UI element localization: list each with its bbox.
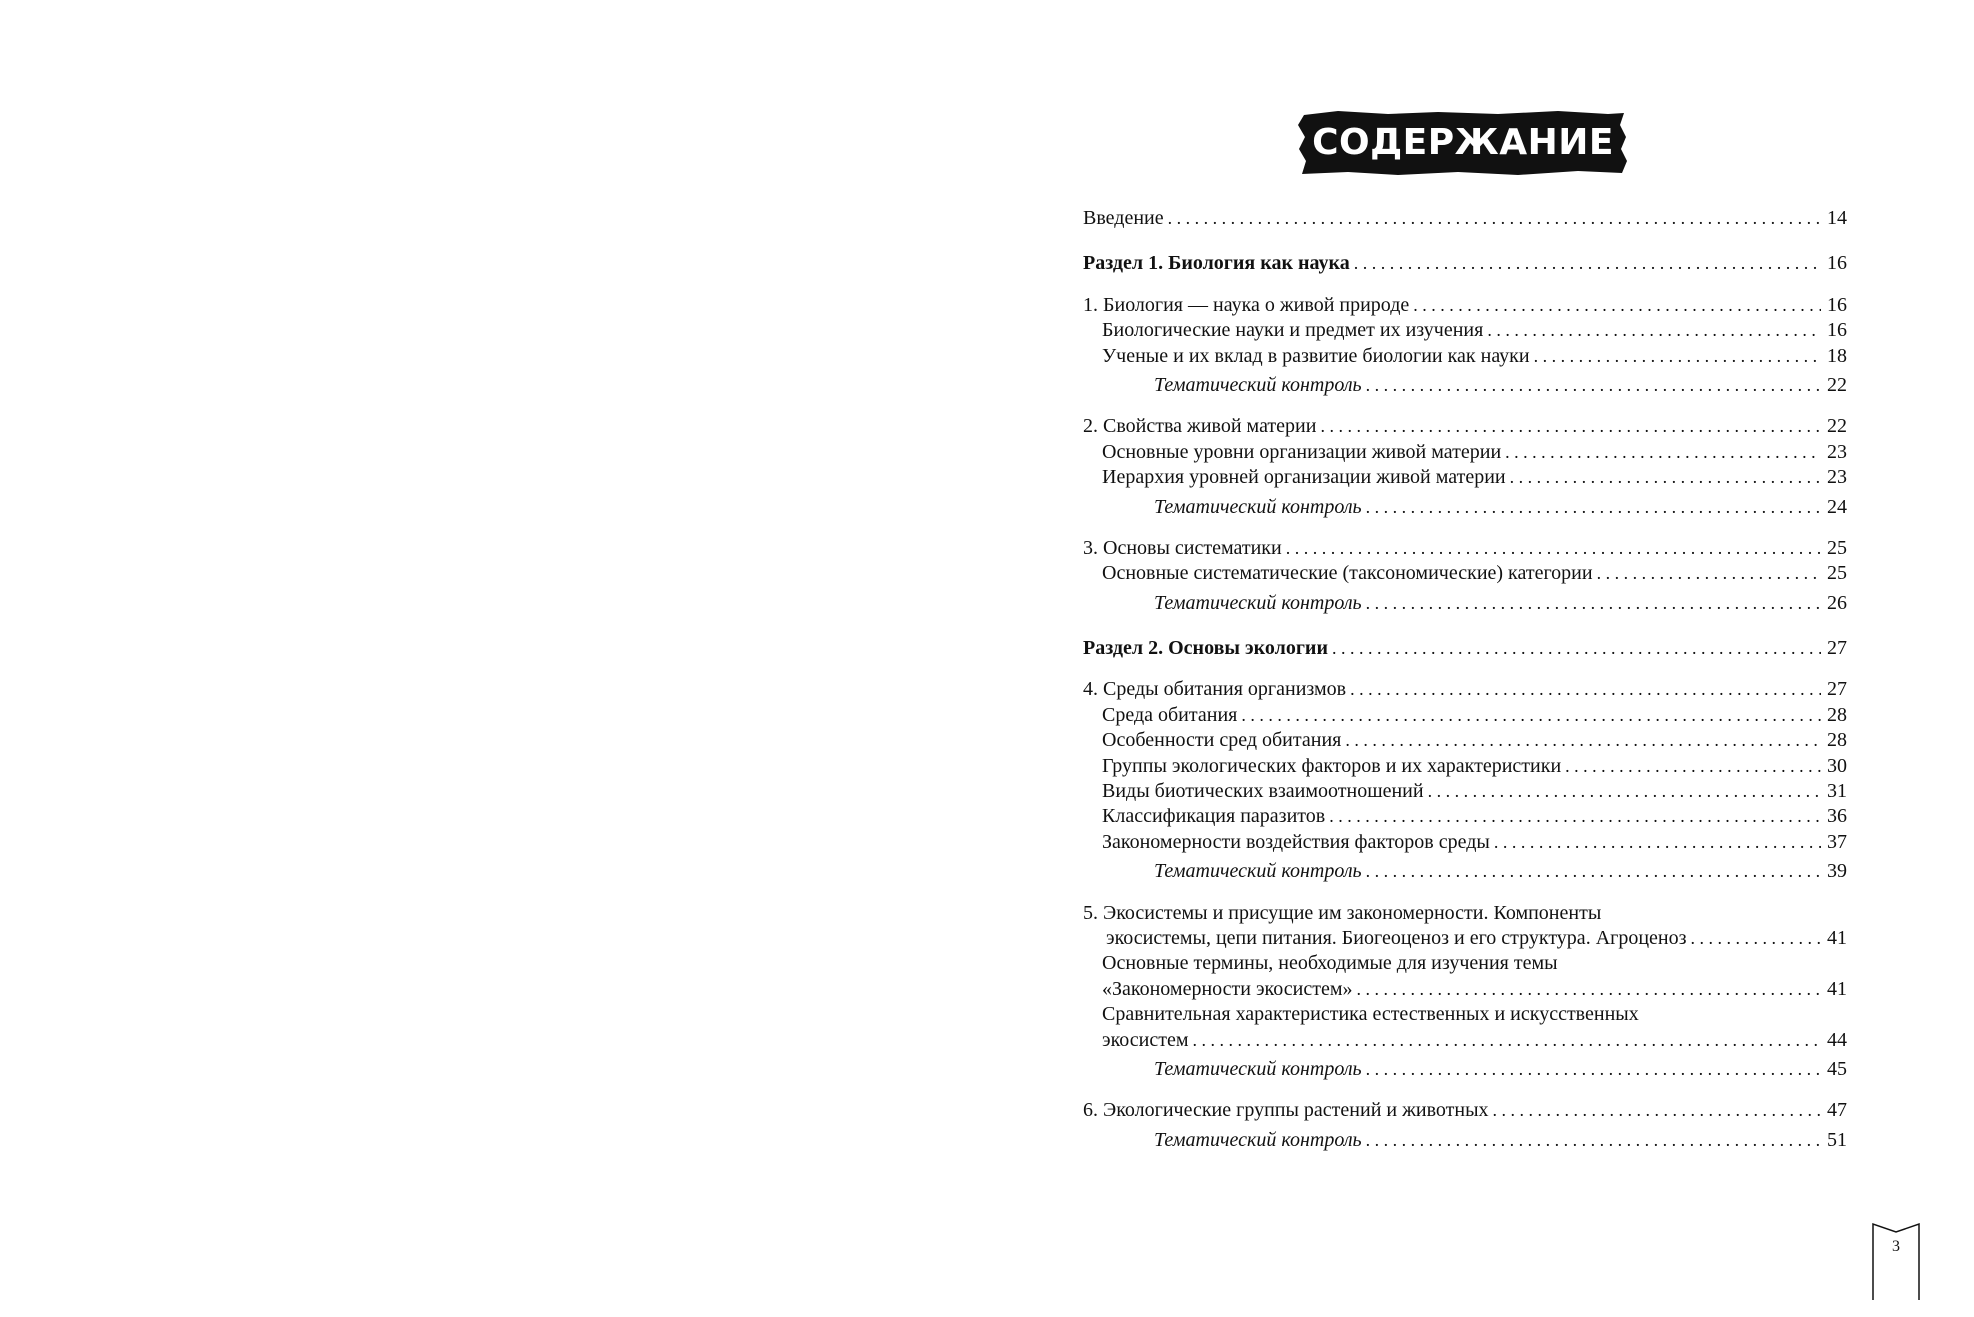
toc-page: 14	[1827, 207, 1847, 229]
toc-entry-subtopic[interactable]	[1083, 344, 1847, 369]
toc-label: 2. Свойства живой материи	[1083, 415, 1317, 438]
toc-leader-dots	[1510, 465, 1821, 490]
toc-label: «Закономерности экосистем»	[1102, 977, 1353, 1000]
toc-leader-dots	[1286, 536, 1821, 561]
toc-label: Раздел 2. Основы экологии	[1083, 637, 1328, 660]
toc-entry-subtopic-line-1[interactable]	[1083, 951, 1847, 976]
toc-entry-thematic-control[interactable]	[1083, 1128, 1847, 1153]
toc-leader-dots	[1366, 373, 1821, 398]
toc-page: 30	[1827, 754, 1847, 777]
toc-label: 4. Среды обитания организмов	[1083, 678, 1347, 701]
toc-page: 22	[1827, 373, 1847, 396]
toc-label: 6. Экологические группы растений и животных	[1083, 1099, 1489, 1122]
toc-leader-dots	[1329, 804, 1821, 829]
toc-page: 44	[1827, 1028, 1847, 1051]
toc-label: Раздел 1. Биология как наука	[1083, 252, 1350, 275]
page-number: 3	[1892, 1238, 1900, 1255]
toc-label: Группы экологических факторов и их характеристики	[1102, 754, 1562, 777]
toc-entry-subtopic[interactable]	[1083, 703, 1847, 728]
toc-leader-dots	[1597, 561, 1821, 586]
toc-page: 36	[1827, 805, 1847, 828]
toc-entry-chapter-2[interactable]	[1083, 414, 1847, 439]
toc-leader-dots	[1493, 1098, 1821, 1123]
toc-page: 27	[1827, 637, 1847, 660]
toc-label: Тематический контроль	[1154, 495, 1362, 518]
toc-entry-thematic-control[interactable]	[1083, 373, 1847, 398]
toc-entry-thematic-control[interactable]	[1083, 1057, 1847, 1082]
toc-leader-dots	[1366, 1057, 1821, 1082]
toc-page: 18	[1827, 344, 1847, 367]
page-number-tab	[1872, 1222, 1920, 1317]
toc-label: Среда обитания	[1102, 703, 1238, 726]
toc-entry-chapter-4[interactable]	[1083, 677, 1847, 702]
toc-entry-subtopic[interactable]	[1083, 830, 1847, 855]
toc-leader-dots	[1320, 414, 1821, 439]
toc-entry-thematic-control[interactable]	[1083, 591, 1847, 616]
toc-label: Сравнительная характеристика естественных и искусственных	[1102, 1003, 1639, 1026]
toc-leader-dots	[1193, 1028, 1821, 1053]
toc-label: Основные уровни организации живой материи	[1102, 440, 1502, 463]
toc-page: 26	[1827, 591, 1847, 614]
toc-leader-dots	[1350, 677, 1821, 702]
toc-label: Основные систематические (таксономические) категории	[1102, 562, 1593, 585]
toc-leader-dots	[1487, 318, 1821, 343]
toc-entry-subtopic[interactable]	[1083, 804, 1847, 829]
toc-label: Классификация паразитов	[1102, 805, 1326, 828]
toc-leader-dots	[1357, 977, 1822, 1002]
toc-entry-subtopic[interactable]	[1083, 754, 1847, 779]
toc-page: 16	[1827, 293, 1847, 316]
toc-page: 28	[1827, 729, 1847, 752]
toc-leader-dots	[1354, 251, 1821, 276]
toc-page: 25	[1827, 562, 1847, 585]
toc-page: 37	[1827, 830, 1847, 853]
toc-entry-thematic-control[interactable]	[1083, 859, 1847, 884]
toc-label: Иерархия уровней организации живой материи	[1102, 466, 1506, 489]
toc-page: 47	[1827, 1099, 1847, 1122]
toc-label: Тематический контроль	[1154, 591, 1362, 614]
toc-entry-chapter-1[interactable]	[1083, 293, 1847, 318]
toc-leader-dots	[1366, 591, 1821, 616]
toc-page: 41	[1827, 926, 1847, 949]
toc-entry-chapter-5-line-2[interactable]	[1083, 926, 1847, 951]
page-title: СОДЕРЖАНИЕ	[1312, 122, 1614, 163]
toc-leader-dots	[1241, 703, 1821, 728]
toc-label: Тематический контроль	[1154, 373, 1362, 396]
toc-page: 27	[1827, 678, 1847, 701]
toc-leader-dots	[1413, 293, 1821, 318]
toc-leader-dots	[1534, 344, 1821, 369]
toc-label: 3. Основы систематики	[1083, 536, 1282, 559]
toc-entry-chapter-6[interactable]	[1083, 1098, 1847, 1123]
toc-entry-subtopic-line-2[interactable]	[1083, 977, 1847, 1002]
toc-entry-subtopic[interactable]	[1083, 561, 1847, 586]
table-of-contents	[1083, 206, 1847, 1153]
toc-leader-dots	[1565, 754, 1821, 779]
toc-page: 22	[1827, 415, 1847, 438]
toc-entry-section-2[interactable]	[1083, 636, 1847, 661]
toc-page: 23	[1827, 440, 1847, 463]
toc-entry-intro[interactable]	[1083, 206, 1847, 231]
toc-page: 45	[1827, 1057, 1847, 1080]
toc-label: Тематический контроль	[1154, 1128, 1362, 1151]
toc-label: экосистем	[1102, 1028, 1189, 1051]
toc-entry-subtopic[interactable]	[1083, 318, 1847, 343]
toc-leader-dots	[1366, 1128, 1821, 1153]
toc-label: Ученые и их вклад в развитие биологии как науки	[1102, 344, 1530, 367]
toc-entry-subtopic[interactable]	[1083, 440, 1847, 465]
toc-entry-chapter-3[interactable]	[1083, 536, 1847, 561]
bookmark-icon	[1872, 1222, 1920, 1317]
toc-entry-subtopic[interactable]	[1083, 728, 1847, 753]
toc-entry-thematic-control[interactable]	[1083, 495, 1847, 520]
toc-leader-dots	[1332, 636, 1821, 661]
toc-page: 25	[1827, 536, 1847, 559]
toc-label: Особенности сред обитания	[1102, 729, 1342, 752]
toc-label: Тематический контроль	[1154, 860, 1362, 883]
toc-entry-subtopic-line-1[interactable]	[1083, 1002, 1847, 1027]
toc-page: 41	[1827, 977, 1847, 1000]
toc-label: Основные термины, необходимые для изучения темы	[1102, 952, 1558, 975]
toc-page: 51	[1827, 1128, 1847, 1151]
toc-label: Биологические науки и предмет их изучения	[1102, 319, 1484, 342]
toc-entry-section-1[interactable]	[1083, 251, 1847, 276]
toc-leader-dots	[1428, 779, 1821, 804]
toc-leader-dots	[1366, 859, 1821, 884]
toc-label: Введение	[1083, 207, 1164, 229]
toc-label: 5. Экосистемы и присущие им закономерности. Компоненты	[1083, 901, 1602, 924]
toc-leader-dots	[1168, 206, 1821, 231]
toc-leader-dots	[1345, 728, 1821, 753]
toc-leader-dots	[1494, 830, 1821, 855]
toc-leader-dots	[1691, 926, 1821, 951]
toc-entry-chapter-5-line-1[interactable]	[1083, 901, 1847, 926]
toc-entry-subtopic[interactable]	[1083, 465, 1847, 490]
toc-label: 1. Биология — наука о живой природе	[1083, 293, 1410, 316]
toc-label: Виды биотических взаимоотношений	[1102, 780, 1424, 803]
toc-page: 24	[1827, 495, 1847, 518]
toc-page: 23	[1827, 466, 1847, 489]
toc-page: 31	[1827, 780, 1847, 803]
toc-leader-dots	[1505, 440, 1821, 465]
toc-label: Тематический контроль	[1154, 1057, 1362, 1080]
toc-label: Закономерности воздействия факторов среды	[1102, 830, 1490, 853]
toc-page: 16	[1827, 252, 1847, 275]
toc-page: 39	[1827, 860, 1847, 883]
toc-leader-dots	[1366, 495, 1821, 520]
toc-label: экосистемы, цепи питания. Биогеоценоз и его структура. Агроценоз	[1106, 926, 1687, 949]
toc-entry-subtopic-line-2[interactable]	[1083, 1028, 1847, 1053]
toc-page: 28	[1827, 703, 1847, 726]
toc-entry-subtopic[interactable]	[1083, 779, 1847, 804]
toc-page: 16	[1827, 319, 1847, 342]
title-banner	[1298, 111, 1628, 175]
